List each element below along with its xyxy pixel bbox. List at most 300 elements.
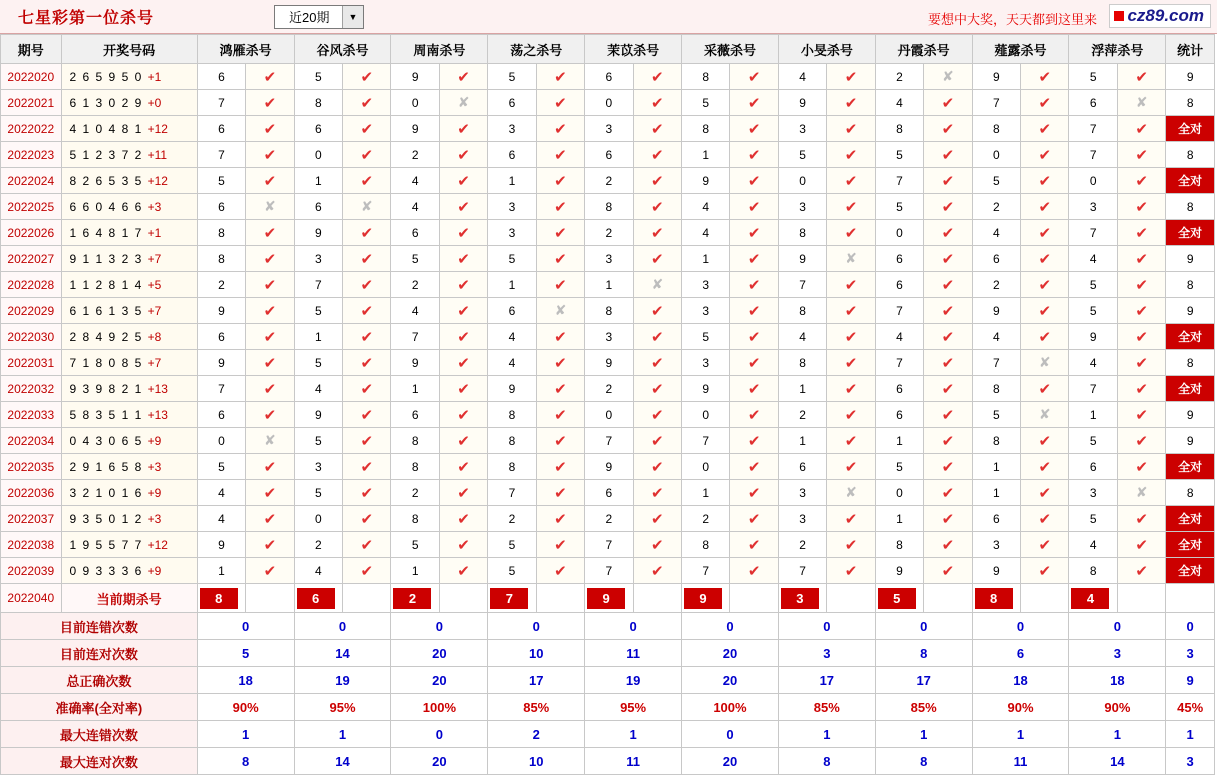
cell-kill-number: 3 xyxy=(585,246,633,272)
check-icon: ✔ xyxy=(924,168,972,194)
cell-kill-number: 1 xyxy=(875,428,923,454)
summary-value: 19 xyxy=(294,667,391,694)
cell-period: 2022035 xyxy=(1,454,62,480)
check-icon: ✔ xyxy=(246,480,294,506)
check-icon: ✔ xyxy=(1021,428,1069,454)
check-icon: ✔ xyxy=(827,220,875,246)
summary-row xyxy=(1,694,1215,721)
check-icon: ✔ xyxy=(343,454,391,480)
cell-kill-number: 8 xyxy=(585,194,633,220)
cell-kill-number: 1 xyxy=(391,376,439,402)
cell-kill-number: 5 xyxy=(294,64,342,90)
check-icon: ✔ xyxy=(633,168,681,194)
summary-value: 1 xyxy=(197,721,294,748)
check-icon: ✔ xyxy=(439,376,487,402)
check-icon: ✔ xyxy=(246,350,294,376)
cell-stat: 9 xyxy=(1166,298,1215,324)
cell-kill-number: 1 xyxy=(778,428,826,454)
cell-current-period: 2022040 xyxy=(1,584,62,613)
cell-kill-number: 7 xyxy=(391,324,439,350)
table-row xyxy=(1,324,1215,350)
summary-value: 20 xyxy=(682,667,779,694)
check-icon: ✔ xyxy=(1117,142,1165,168)
cell-kill-number: 9 xyxy=(294,220,342,246)
cell-kill-number: 6 xyxy=(197,116,245,142)
cross-icon: ✘ xyxy=(827,480,875,506)
check-icon: ✔ xyxy=(536,350,584,376)
cell-kill-number: 3 xyxy=(682,298,730,324)
summary-value: 0 xyxy=(875,613,972,640)
cell-kill-number: 4 xyxy=(197,480,245,506)
table-row xyxy=(1,220,1215,246)
cell-kill-number: 1 xyxy=(875,506,923,532)
cell-kill-number: 8 xyxy=(197,246,245,272)
cell-kill-number: 7 xyxy=(682,428,730,454)
summary-row xyxy=(1,613,1215,640)
current-kill-badge xyxy=(585,584,633,613)
check-icon: ✔ xyxy=(536,142,584,168)
draw-digits: 0 9 3 3 3 6 xyxy=(69,563,143,578)
cell-kill-number: 0 xyxy=(585,90,633,116)
cell-stat: 全对 xyxy=(1166,532,1215,558)
site-logo[interactable] xyxy=(1109,4,1211,28)
current-kill-badge xyxy=(682,584,730,613)
cell-kill-number: 1 xyxy=(682,142,730,168)
summary-value: 20 xyxy=(391,667,488,694)
draw-plus: +9 xyxy=(147,485,162,500)
cell-kill-number: 8 xyxy=(875,116,923,142)
check-icon: ✔ xyxy=(924,506,972,532)
summary-value: 18 xyxy=(197,667,294,694)
cell-kill-number: 8 xyxy=(488,454,536,480)
check-icon: ✔ xyxy=(730,64,778,90)
cell-kill-number: 1 xyxy=(682,480,730,506)
table-row xyxy=(1,532,1215,558)
badge-value: 5 xyxy=(878,588,916,609)
cell-kill-number: 8 xyxy=(875,532,923,558)
cell-kill-number: 8 xyxy=(197,220,245,246)
current-kill-blank xyxy=(439,584,487,613)
check-icon: ✔ xyxy=(730,168,778,194)
check-icon: ✔ xyxy=(924,480,972,506)
cell-kill-number: 6 xyxy=(294,116,342,142)
check-icon: ✔ xyxy=(439,168,487,194)
cross-icon: ✘ xyxy=(536,298,584,324)
cell-kill-number: 5 xyxy=(682,324,730,350)
summary-value: 1 xyxy=(294,721,391,748)
check-icon: ✔ xyxy=(633,194,681,220)
cell-kill-number: 4 xyxy=(875,90,923,116)
summary-value: 100% xyxy=(682,694,779,721)
table-row xyxy=(1,272,1215,298)
table-row xyxy=(1,454,1215,480)
check-icon: ✔ xyxy=(924,142,972,168)
draw-digits: 9 3 9 8 2 1 xyxy=(69,381,143,396)
cell-kill-number: 8 xyxy=(391,506,439,532)
check-icon: ✔ xyxy=(730,454,778,480)
cell-kill-number: 7 xyxy=(778,558,826,584)
check-icon: ✔ xyxy=(924,220,972,246)
check-icon: ✔ xyxy=(730,402,778,428)
check-icon: ✔ xyxy=(536,428,584,454)
check-icon: ✔ xyxy=(1021,506,1069,532)
draw-plus: +12 xyxy=(147,121,168,136)
cell-kill-number: 9 xyxy=(197,350,245,376)
check-icon: ✔ xyxy=(924,350,972,376)
cell-stat: 8 xyxy=(1166,480,1215,506)
logo-text: cz89.com xyxy=(1127,6,1204,25)
draw-digits: 6 1 6 1 3 5 xyxy=(69,303,143,318)
col-g7: 小旻杀号 xyxy=(778,35,875,64)
current-kill-blank xyxy=(827,584,875,613)
summary-value: 1 xyxy=(585,721,682,748)
cross-icon: ✘ xyxy=(924,64,972,90)
check-icon: ✔ xyxy=(633,532,681,558)
check-icon: ✔ xyxy=(343,428,391,454)
check-icon: ✔ xyxy=(924,454,972,480)
cell-kill-number: 6 xyxy=(585,480,633,506)
check-icon: ✔ xyxy=(343,350,391,376)
check-icon: ✔ xyxy=(536,324,584,350)
table-row xyxy=(1,246,1215,272)
cell-stat: 9 xyxy=(1166,64,1215,90)
summary-value: 1 xyxy=(972,721,1069,748)
check-icon: ✔ xyxy=(730,272,778,298)
cell-kill-number: 4 xyxy=(778,324,826,350)
check-icon: ✔ xyxy=(1021,116,1069,142)
badge-value: 9 xyxy=(587,588,625,609)
check-icon: ✔ xyxy=(1021,454,1069,480)
summary-row xyxy=(1,721,1215,748)
cell-kill-number: 0 xyxy=(682,402,730,428)
draw-plus: +0 xyxy=(147,95,162,110)
draw-plus: +1 xyxy=(147,225,162,240)
check-icon: ✔ xyxy=(827,324,875,350)
cell-kill-number: 7 xyxy=(585,532,633,558)
summary-value: 0 xyxy=(972,613,1069,640)
cell-kill-number: 3 xyxy=(778,506,826,532)
period-select[interactable] xyxy=(274,5,364,29)
check-icon: ✔ xyxy=(633,298,681,324)
cell-kill-number: 9 xyxy=(488,376,536,402)
draw-digits: 9 1 1 3 2 3 xyxy=(69,251,143,266)
table-row xyxy=(1,116,1215,142)
check-icon: ✔ xyxy=(1021,220,1069,246)
check-icon: ✔ xyxy=(343,558,391,584)
check-icon: ✔ xyxy=(439,480,487,506)
check-icon: ✔ xyxy=(439,142,487,168)
check-icon: ✔ xyxy=(439,272,487,298)
summary-value: 95% xyxy=(294,694,391,721)
cell-kill-number: 3 xyxy=(682,272,730,298)
check-icon: ✔ xyxy=(1117,272,1165,298)
kill-number-table xyxy=(0,34,1215,775)
table-row xyxy=(1,558,1215,584)
check-icon: ✔ xyxy=(924,116,972,142)
summary-total: 9 xyxy=(1166,667,1215,694)
check-icon: ✔ xyxy=(633,90,681,116)
summary-value: 90% xyxy=(1069,694,1166,721)
cell-kill-number: 3 xyxy=(1069,194,1117,220)
cell-draw-code xyxy=(61,350,197,376)
badge-value: 6 xyxy=(297,588,335,609)
cell-kill-number: 7 xyxy=(972,90,1020,116)
draw-plus: +13 xyxy=(147,407,168,422)
cell-kill-number: 2 xyxy=(585,220,633,246)
check-icon: ✔ xyxy=(827,558,875,584)
check-icon: ✔ xyxy=(1021,532,1069,558)
cell-kill-number: 6 xyxy=(875,246,923,272)
summary-value: 85% xyxy=(488,694,585,721)
cell-kill-number: 3 xyxy=(488,194,536,220)
cell-kill-number: 5 xyxy=(294,350,342,376)
summary-value: 0 xyxy=(391,613,488,640)
check-icon: ✔ xyxy=(730,532,778,558)
cell-stat: 8 xyxy=(1166,90,1215,116)
table-row xyxy=(1,298,1215,324)
cell-kill-number: 5 xyxy=(488,246,536,272)
summary-value: 18 xyxy=(1069,667,1166,694)
cell-period: 2022021 xyxy=(1,90,62,116)
check-icon: ✔ xyxy=(730,558,778,584)
cell-kill-number: 6 xyxy=(1069,454,1117,480)
current-kill-blank xyxy=(633,584,681,613)
cell-kill-number: 2 xyxy=(778,402,826,428)
cell-stat: 全对 xyxy=(1166,454,1215,480)
cell-kill-number: 2 xyxy=(585,168,633,194)
cell-kill-number: 3 xyxy=(488,116,536,142)
cell-kill-number: 1 xyxy=(294,168,342,194)
cell-kill-number: 7 xyxy=(197,142,245,168)
cell-kill-number: 7 xyxy=(488,480,536,506)
current-period-row xyxy=(1,584,1215,613)
cell-kill-number: 2 xyxy=(197,272,245,298)
summary-value: 85% xyxy=(875,694,972,721)
check-icon: ✔ xyxy=(1021,298,1069,324)
draw-plus: +1 xyxy=(147,69,162,84)
col-g4: 荡之杀号 xyxy=(488,35,585,64)
table-row xyxy=(1,168,1215,194)
summary-label: 总正确次数 xyxy=(1,667,198,694)
summary-value: 8 xyxy=(197,748,294,775)
check-icon: ✔ xyxy=(633,506,681,532)
summary-value: 0 xyxy=(682,721,779,748)
cell-kill-number: 7 xyxy=(294,272,342,298)
table-row xyxy=(1,64,1215,90)
cell-kill-number: 3 xyxy=(294,246,342,272)
check-icon: ✔ xyxy=(827,142,875,168)
cell-kill-number: 5 xyxy=(972,168,1020,194)
check-icon: ✔ xyxy=(1117,116,1165,142)
cell-period: 2022030 xyxy=(1,324,62,350)
cell-kill-number: 3 xyxy=(1069,480,1117,506)
check-icon: ✔ xyxy=(439,324,487,350)
check-icon: ✔ xyxy=(536,402,584,428)
cell-kill-number: 6 xyxy=(585,64,633,90)
cell-kill-number: 1 xyxy=(1069,402,1117,428)
cell-kill-number: 6 xyxy=(875,272,923,298)
summary-value: 20 xyxy=(682,748,779,775)
cell-stat: 全对 xyxy=(1166,324,1215,350)
summary-row xyxy=(1,667,1215,694)
check-icon: ✔ xyxy=(536,116,584,142)
cell-kill-number: 0 xyxy=(294,142,342,168)
check-icon: ✔ xyxy=(439,246,487,272)
cell-draw-code xyxy=(61,402,197,428)
cell-kill-number: 5 xyxy=(1069,272,1117,298)
cell-kill-number: 0 xyxy=(585,402,633,428)
cell-draw-code xyxy=(61,324,197,350)
cell-kill-number: 2 xyxy=(294,532,342,558)
check-icon: ✔ xyxy=(730,246,778,272)
check-icon: ✔ xyxy=(924,298,972,324)
draw-plus: +9 xyxy=(147,563,162,578)
cell-kill-number: 9 xyxy=(778,246,826,272)
col-code: 开奖号码 xyxy=(61,35,197,64)
cell-kill-number: 7 xyxy=(682,558,730,584)
cell-kill-number: 8 xyxy=(682,64,730,90)
cell-kill-number: 3 xyxy=(972,532,1020,558)
current-kill-badge xyxy=(778,584,826,613)
cell-draw-code xyxy=(61,376,197,402)
cell-stat: 全对 xyxy=(1166,168,1215,194)
cross-icon: ✘ xyxy=(633,272,681,298)
cell-kill-number: 2 xyxy=(391,480,439,506)
check-icon: ✔ xyxy=(633,454,681,480)
cell-kill-number: 4 xyxy=(294,558,342,584)
summary-total: 1 xyxy=(1166,721,1215,748)
check-icon: ✔ xyxy=(1117,350,1165,376)
cell-kill-number: 7 xyxy=(875,168,923,194)
cell-stat: 全对 xyxy=(1166,558,1215,584)
cell-kill-number: 4 xyxy=(682,220,730,246)
check-icon: ✔ xyxy=(439,506,487,532)
promo-text: 要想中大奖，天天都到这里来 xyxy=(927,12,1097,27)
badge-value: 7 xyxy=(490,588,528,609)
draw-plus: +8 xyxy=(147,329,162,344)
cell-draw-code xyxy=(61,64,197,90)
check-icon: ✔ xyxy=(439,350,487,376)
table-row xyxy=(1,142,1215,168)
cell-kill-number: 5 xyxy=(488,64,536,90)
check-icon: ✔ xyxy=(633,220,681,246)
check-icon: ✔ xyxy=(1117,324,1165,350)
cell-kill-number: 0 xyxy=(875,220,923,246)
check-icon: ✔ xyxy=(536,272,584,298)
badge-value: 4 xyxy=(1071,588,1109,609)
check-icon: ✔ xyxy=(827,506,875,532)
cell-period: 2022031 xyxy=(1,350,62,376)
cell-kill-number: 2 xyxy=(585,506,633,532)
draw-digits: 1 6 4 8 1 7 xyxy=(69,225,143,240)
badge-value: 8 xyxy=(200,588,238,609)
cell-stat: 9 xyxy=(1166,428,1215,454)
check-icon: ✔ xyxy=(924,428,972,454)
col-g2: 谷风杀号 xyxy=(294,35,391,64)
cell-kill-number: 8 xyxy=(682,532,730,558)
check-icon: ✔ xyxy=(1021,324,1069,350)
cell-period: 2022028 xyxy=(1,272,62,298)
header-row xyxy=(1,35,1215,64)
table-row xyxy=(1,402,1215,428)
summary-label: 准确率(全对率) xyxy=(1,694,198,721)
cell-draw-code xyxy=(61,142,197,168)
cell-kill-number: 4 xyxy=(294,376,342,402)
cell-period: 2022038 xyxy=(1,532,62,558)
draw-plus: +12 xyxy=(147,537,168,552)
cell-kill-number: 7 xyxy=(1069,116,1117,142)
cell-kill-number: 7 xyxy=(197,376,245,402)
check-icon: ✔ xyxy=(1021,64,1069,90)
check-icon: ✔ xyxy=(730,350,778,376)
cell-kill-number: 8 xyxy=(972,376,1020,402)
check-icon: ✔ xyxy=(536,454,584,480)
check-icon: ✔ xyxy=(343,246,391,272)
summary-value: 8 xyxy=(875,748,972,775)
summary-value: 19 xyxy=(585,667,682,694)
current-stat-blank xyxy=(1166,584,1215,613)
summary-value: 11 xyxy=(972,748,1069,775)
check-icon: ✔ xyxy=(246,142,294,168)
cell-kill-number: 0 xyxy=(875,480,923,506)
cell-kill-number: 4 xyxy=(391,168,439,194)
cell-kill-number: 8 xyxy=(391,428,439,454)
check-icon: ✔ xyxy=(924,532,972,558)
draw-digits: 9 3 5 0 1 2 xyxy=(69,511,143,526)
cell-kill-number: 7 xyxy=(585,558,633,584)
check-icon: ✔ xyxy=(1117,246,1165,272)
check-icon: ✔ xyxy=(246,558,294,584)
cell-kill-number: 8 xyxy=(585,298,633,324)
badge-value: 9 xyxy=(684,588,722,609)
check-icon: ✔ xyxy=(1117,402,1165,428)
cell-kill-number: 8 xyxy=(488,428,536,454)
cell-kill-number: 3 xyxy=(585,116,633,142)
check-icon: ✔ xyxy=(1021,194,1069,220)
cell-kill-number: 4 xyxy=(682,194,730,220)
check-icon: ✔ xyxy=(730,142,778,168)
chevron-down-icon[interactable]: ▼ xyxy=(342,6,363,28)
summary-value: 85% xyxy=(778,694,875,721)
current-kill-badge xyxy=(197,584,245,613)
draw-digits: 5 8 3 5 1 1 xyxy=(69,407,143,422)
cell-kill-number: 5 xyxy=(197,454,245,480)
check-icon: ✔ xyxy=(730,324,778,350)
cell-period: 2022039 xyxy=(1,558,62,584)
current-kill-badge xyxy=(875,584,923,613)
cell-stat: 9 xyxy=(1166,402,1215,428)
check-icon: ✔ xyxy=(827,90,875,116)
cell-kill-number: 6 xyxy=(197,64,245,90)
summary-value: 95% xyxy=(585,694,682,721)
check-icon: ✔ xyxy=(536,480,584,506)
col-period: 期号 xyxy=(1,35,62,64)
check-icon: ✔ xyxy=(633,64,681,90)
summary-value: 5 xyxy=(197,640,294,667)
cell-kill-number: 5 xyxy=(1069,64,1117,90)
summary-value: 0 xyxy=(488,613,585,640)
check-icon: ✔ xyxy=(343,116,391,142)
cell-draw-code xyxy=(61,246,197,272)
cell-draw-code xyxy=(61,298,197,324)
cell-kill-number: 1 xyxy=(682,246,730,272)
cross-icon: ✘ xyxy=(1117,480,1165,506)
cross-icon: ✘ xyxy=(827,246,875,272)
cell-draw-code xyxy=(61,220,197,246)
check-icon: ✔ xyxy=(1117,454,1165,480)
cell-kill-number: 9 xyxy=(972,298,1020,324)
cell-kill-number: 5 xyxy=(1069,428,1117,454)
